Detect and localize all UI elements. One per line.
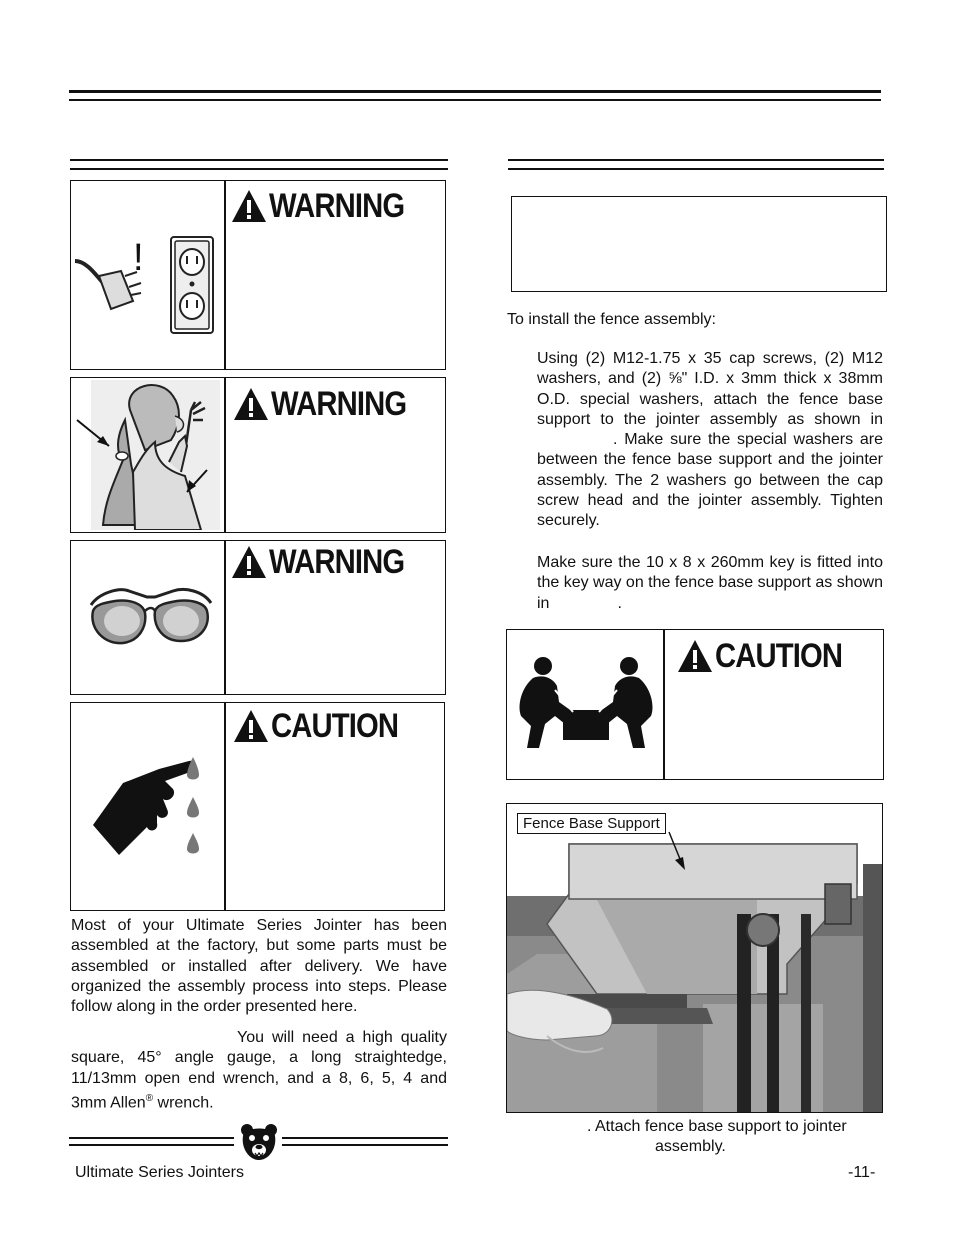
warning-box-eyes (70, 540, 446, 695)
figure-caption-line-2: assembly. (655, 1138, 726, 1155)
footer-rule-left-2 (69, 1144, 234, 1146)
warning-box-power (70, 180, 446, 370)
registered-mark: ® (145, 1092, 154, 1104)
step-2-main: Make sure the 10 x 8 x 260mm key is fitted into the key way on the fence base support as shown in (537, 554, 883, 612)
caution-signal-1 (233, 709, 419, 743)
fence-base-photo (507, 804, 883, 1113)
footer-title: Ultimate Series Jointers (75, 1164, 244, 1181)
warning-triangle-icon (231, 545, 267, 579)
step-1-text (537, 349, 883, 532)
signal-word: CAUTION (271, 707, 399, 745)
caution-box-oil (70, 702, 445, 911)
signal-word: WARNING (269, 187, 405, 225)
footer-rule-left-1 (69, 1137, 234, 1139)
warning-signal-2 (233, 387, 428, 421)
page-number: -11- (848, 1164, 876, 1181)
warning-signal-1 (231, 189, 426, 223)
oily-finger-icon (89, 755, 209, 870)
warning-triangle-icon (231, 189, 267, 223)
header-rule-bottom (69, 99, 881, 101)
left-section-rule-2 (70, 168, 448, 170)
tools-text: You will need a high quality square, 45° angle gauge, a long straightedge, 11/13mm open end wrench, and a 8, 6, 5, 4 and 3mm Allen (71, 1029, 447, 1112)
warning-box-hair (70, 377, 446, 533)
left-section-rule-1 (70, 159, 448, 161)
safety-glasses-icon (89, 575, 213, 660)
signal-word: WARNING (269, 543, 405, 581)
two-person-lift-icon (515, 654, 657, 759)
step-2-text (537, 553, 883, 614)
step-1-cont: . Make sure the special washers are between the fence base support and the jointer assembly. The 2 washers go between the cap screw head and the jointer assembly. Tighten securely. (537, 431, 883, 530)
tied-hair-icon (75, 380, 220, 535)
figure-frame (506, 803, 883, 1113)
note-box (511, 196, 887, 292)
warning-triangle-icon (233, 709, 269, 743)
header-rule-top (69, 90, 881, 93)
fence-install-intro: To install the fence assembly: (507, 311, 716, 328)
bear-logo-icon (239, 1122, 279, 1167)
tools-paragraph (71, 1028, 447, 1114)
tools-end: wrench. (153, 1094, 214, 1112)
plug-outlet-icon (75, 231, 220, 346)
fence-base-support-label: Fence Base Support (517, 813, 666, 834)
signal-word: WARNING (271, 385, 407, 423)
figure-caption-line-1: . Attach fence base support to jointer (587, 1118, 847, 1135)
footer-rule-right-2 (282, 1144, 448, 1146)
caution-box-lift (506, 629, 884, 780)
warning-triangle-icon (677, 639, 713, 673)
assembly-intro-paragraph: Most of your Ultimate Series Jointer has been assembled at the factory, but some parts must be assembled or installed after delivery. We have organized the assembly process into steps. Please follow along in the order presented here. (71, 917, 447, 1016)
warning-triangle-icon (233, 387, 269, 421)
right-section-rule-1 (508, 159, 884, 161)
footer-rule-right-1 (282, 1137, 448, 1139)
step-2-end: . (617, 594, 622, 612)
signal-word: CAUTION (715, 637, 843, 675)
step-1-main: Using (2) M12-1.75 x 35 cap screws, (2) M12 washers, and (2) ⅝" I.D. x 3mm thick x 38mm O.D. special washers, attach the fence base support to the jointer assembly as shown in (537, 350, 883, 428)
caution-signal-2 (677, 639, 863, 673)
exclamation-mark: ! (133, 237, 144, 279)
right-section-rule-2 (508, 168, 884, 170)
warning-signal-3 (231, 545, 426, 579)
